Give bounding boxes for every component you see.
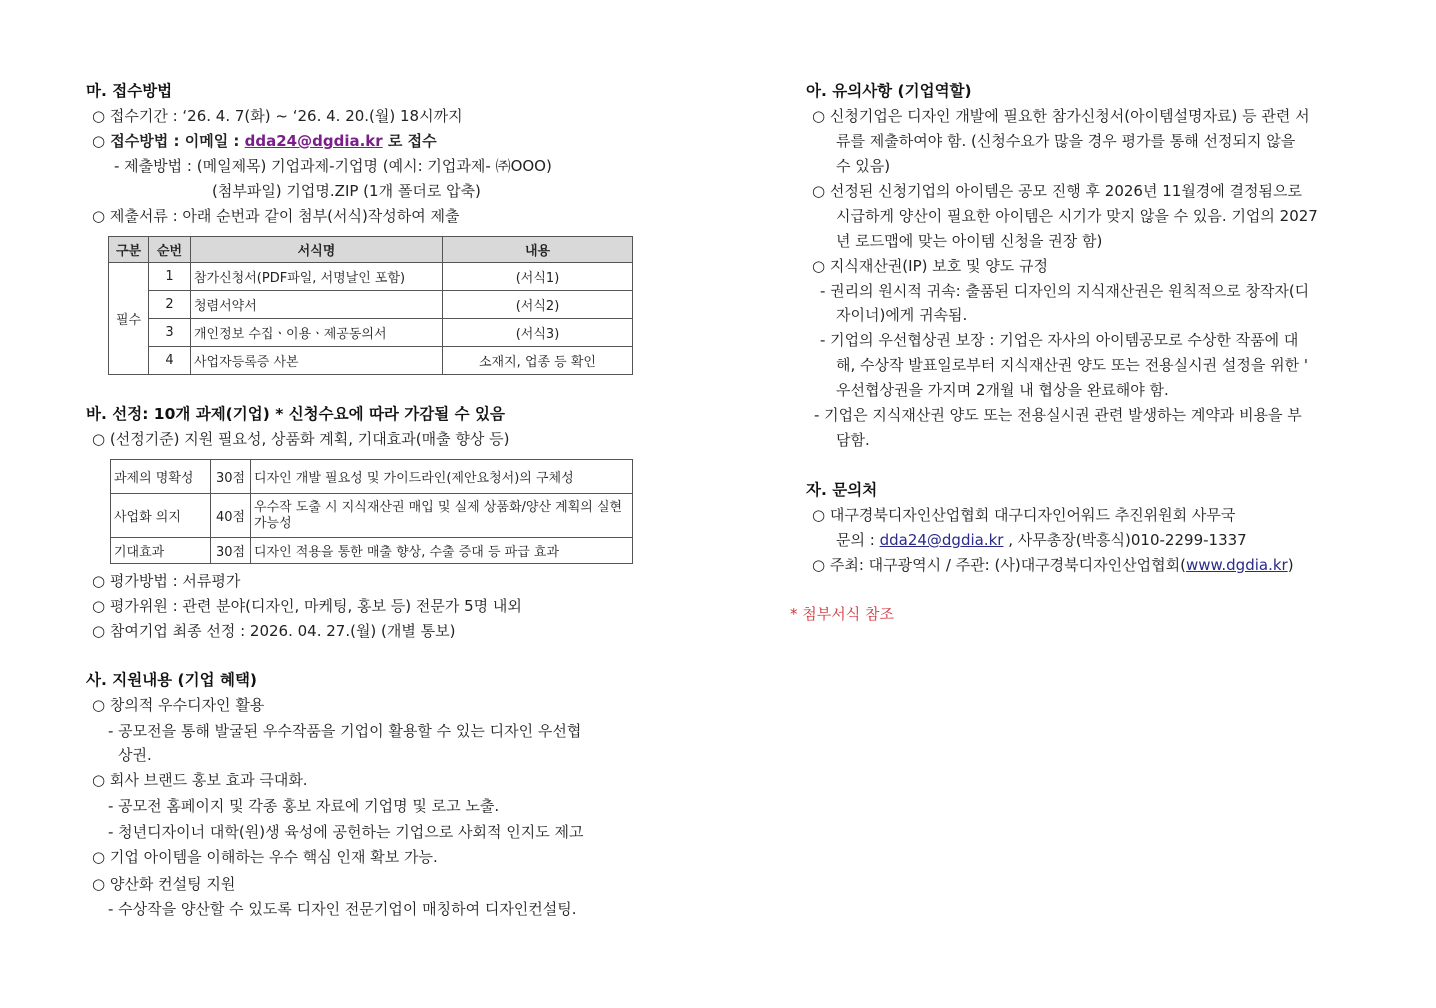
table-header: 내용 <box>443 237 633 263</box>
list-item: - 수상작을 양산할 수 있도록 디자인 전문기업이 매칭하여 디자인컨설팅. <box>108 900 577 918</box>
list-item: 자이너)에게 귀속됨. <box>836 306 968 324</box>
host-label: ○ 주최: 대구광역시 / 주관: (사)대구경북디자인산업협회( <box>812 556 1186 574</box>
section-ja-heading: 자. 문의처 <box>806 481 878 499</box>
name-cell: 참가신청서(PDF파일, 서명날인 포함) <box>191 263 443 291</box>
no-cell: 3 <box>149 319 191 347</box>
list-item: - 공모전 홈페이지 및 각종 홍보 자료에 기업명 및 로고 노출. <box>108 797 500 815</box>
list-item: ○ 선정된 신청기업의 아이템은 공모 진행 후 2026년 11월경에 결정됨으로 <box>812 182 1303 200</box>
contact-email-link[interactable]: dda24@dgdia.kr <box>879 531 1004 549</box>
table-header: 순번 <box>149 237 191 263</box>
criteria-table <box>110 459 633 564</box>
final-selection: ○ 참여기업 최종 선정 : 2026. 04. 27.(월) (개별 통보) <box>92 622 456 640</box>
table-row <box>111 460 633 494</box>
inquiry-phone: , 사무총장(박흥식)010-2299-1337 <box>1003 531 1247 549</box>
no-cell: 1 <box>149 263 191 291</box>
content-cell: (서식1) <box>443 263 633 291</box>
group-cell: 필수 <box>109 263 149 375</box>
content-cell: (서식2) <box>443 291 633 319</box>
no-cell: 2 <box>149 291 191 319</box>
website-link[interactable]: www.dgdia.kr <box>1185 556 1288 574</box>
section-ba-heading: 바. 선정: 10개 과제(기업) * 신청수요에 따라 가감될 수 있음 <box>86 405 505 423</box>
content-cell: 소재지, 업종 등 확인 <box>443 347 633 375</box>
table-row <box>109 263 633 291</box>
inquiry-label: 문의 : <box>836 531 880 549</box>
table-header: 구분 <box>109 237 149 263</box>
list-item: 시급하게 양산이 필요한 아이템은 시기가 맞지 않을 수 있음. 기업의 2027 <box>836 207 1318 225</box>
table-row <box>109 347 633 375</box>
contact-inquiry <box>836 530 1247 550</box>
list-item: - 청년디자이너 대학(원)생 육성에 공헌하는 기업으로 사회적 인지도 제고 <box>108 823 584 841</box>
submit-method-line2: (첨부파일) 기업명.ZIP (1개 폴더로 압축) <box>212 182 481 200</box>
selection-criteria: ○ (선정기준) 지원 필요성, 상품화 계획, 기대효과(매출 향상 등) <box>92 430 510 448</box>
list-item: 상권. <box>118 746 152 764</box>
name-cell: 사업자등록증 사본 <box>191 347 443 375</box>
list-item: - 권리의 원시적 귀속: 출품된 디자인의 지식재산권은 원칙적으로 창작자(디 <box>820 282 1310 300</box>
host-suffix: ) <box>1287 556 1294 574</box>
submit-method-line1: - 제출방법 : (메일제목) 기업과제-기업명 (예시: 기업과제- ㈜OOO) <box>114 157 552 175</box>
criteria-item: 과제의 명확성 <box>111 460 211 494</box>
name-cell: 청렴서약서 <box>191 291 443 319</box>
criteria-desc: 디자인 적용을 통한 매출 향상, 수출 증대 등 파급 효과 <box>251 538 633 564</box>
email-link[interactable]: dda24@dgdia.kr <box>244 132 383 150</box>
table-row <box>109 291 633 319</box>
list-item: ○ 양산화 컨설팅 지원 <box>92 875 236 893</box>
attachment-note: * 첨부서식 참조 <box>790 605 894 623</box>
list-item: 우선협상권을 가지며 2개월 내 협상을 완료해야 함. <box>836 381 1169 399</box>
criteria-item: 기대효과 <box>111 538 211 564</box>
submission-period: ○ 접수기간 : ‘26. 4. 7(화) ~ ‘26. 4. 20.(월) 18시까지 <box>92 107 463 125</box>
list-item: - 기업은 지식재산권 양도 또는 전용실시권 관련 발생하는 계약과 비용을 부 <box>814 406 1302 424</box>
list-item: 류를 제출하여야 함. (신청수요가 많을 경우 평가를 통해 선정되지 않을 <box>836 132 1296 150</box>
host-line <box>812 555 1294 575</box>
list-item: 년 로드맵에 맞는 아이템 신청을 권장 함) <box>836 232 1103 250</box>
table-row <box>111 494 633 538</box>
required-docs-table <box>108 236 633 375</box>
list-item: - 공모전을 통해 발굴된 우수작품을 기업이 활용할 수 있는 디자인 우선협 <box>108 722 582 740</box>
list-item: 해, 수상작 발표일로부터 지식재산권 양도 또는 전용실시권 설정을 위한 ' <box>836 356 1309 374</box>
no-cell: 4 <box>149 347 191 375</box>
list-item: - 기업의 우선협상권 보장 : 기업은 자사의 아이템공모로 수상한 작품에 대 <box>820 331 1299 349</box>
list-item: 담함. <box>836 431 870 449</box>
section-ma-heading: 마. 접수방법 <box>86 82 173 100</box>
submission-method-suffix: 로 접수 <box>382 132 437 150</box>
submission-method <box>92 131 437 151</box>
list-item: ○ 기업 아이템을 이해하는 우수 핵심 인재 확보 가능. <box>92 848 438 866</box>
criteria-desc: 디자인 개발 필요성 및 가이드라인(제안요청서)의 구체성 <box>251 460 633 494</box>
list-item: ○ 신청기업은 디자인 개발에 필요한 참가신청서(아이템설명자료) 등 관련 서 <box>812 107 1310 125</box>
contact-org: ○ 대구경북디자인산업협회 대구디자인어워드 추진위원회 사무국 <box>812 506 1236 524</box>
list-item: 수 있음) <box>836 157 891 175</box>
criteria-score: 40점 <box>211 494 251 538</box>
table-row <box>111 538 633 564</box>
criteria-score: 30점 <box>211 460 251 494</box>
criteria-score: 30점 <box>211 538 251 564</box>
required-docs: ○ 제출서류 : 아래 순번과 같이 첨부(서식)작성하여 제출 <box>92 207 460 225</box>
criteria-desc: 우수작 도출 시 지식재산권 매입 및 실제 상품화/양산 계획의 실현 가능성 <box>251 494 633 538</box>
table-row <box>109 319 633 347</box>
name-cell: 개인정보 수집ㆍ이용ㆍ제공동의서 <box>191 319 443 347</box>
criteria-item: 사업화 의지 <box>111 494 211 538</box>
section-sa-heading: 사. 지원내용 (기업 혜택) <box>86 671 258 689</box>
list-item: ○ 창의적 우수디자인 활용 <box>92 696 265 714</box>
list-item: ○ 회사 브랜드 홍보 효과 극대화. <box>92 771 308 789</box>
list-item: ○ 지식재산권(IP) 보호 및 양도 규정 <box>812 257 1048 275</box>
submission-method-label: ○ 접수방법 : 이메일 : <box>92 132 245 150</box>
section-a-heading: 아. 유의사항 (기업역할) <box>806 82 972 100</box>
eval-method: ○ 평가방법 : 서류평가 <box>92 572 241 590</box>
content-cell: (서식3) <box>443 319 633 347</box>
eval-members: ○ 평가위원 : 관련 분야(디자인, 마케팅, 홍보 등) 전문가 5명 내외 <box>92 597 522 615</box>
table-header: 서식명 <box>191 237 443 263</box>
